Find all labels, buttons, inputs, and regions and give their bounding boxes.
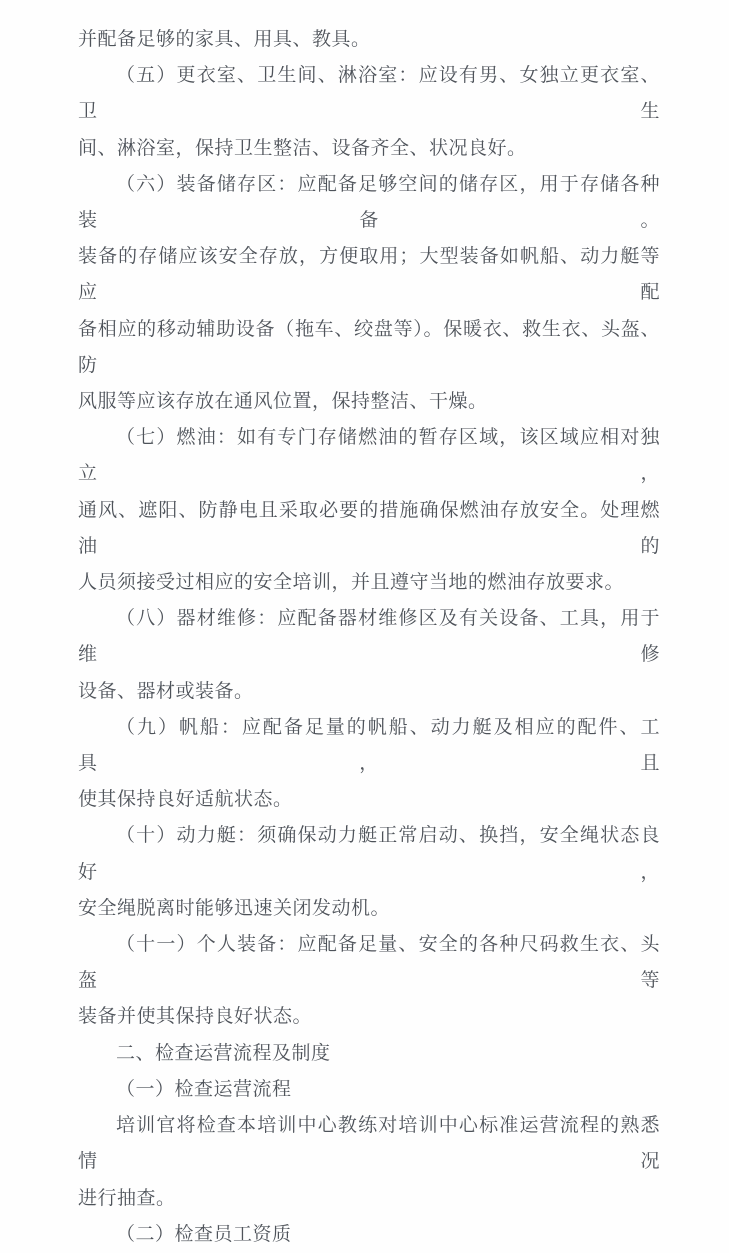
text-line: （七）燃油：如有专门存储燃油的暂存区域，该区域应相对独立， xyxy=(78,427,660,485)
text-line: 风服等应该存放在通风位置，保持整洁、干燥。 xyxy=(78,391,488,413)
text-line: 安全绳脱离时能够迅速关闭发动机。 xyxy=(78,897,391,919)
text-line: 进行抽查。 xyxy=(78,1187,176,1209)
text-line: 并配备足够的家具、用具、教具。 xyxy=(78,29,371,50)
text-line: （九）帆船：应配备足量的帆船、动力艇及相应的配件、工具，且 xyxy=(78,716,660,775)
text-line: 通风、遮阳、防静电且采取必要的措施确保燃油存放安全。处理燃油的 xyxy=(78,499,660,557)
text-line: （十一）个人装备：应配备足量、安全的各种尺码救生衣、头盔等 xyxy=(78,934,660,992)
text-line: 设备、器材或装备。 xyxy=(78,680,254,702)
text-line: 人员须接受过相应的安全培训，并且遵守当地的燃油存放要求。 xyxy=(78,572,625,594)
text-line: （八）器材维修：应配备器材维修区及有关设备、工具，用于维修 xyxy=(78,608,660,666)
text-line: 备相应的移动辅助设备（拖车、绞盘等）。保暖衣、救生衣、头盔、防 xyxy=(78,318,660,376)
text-line: 装备的存储应该安全存放，方便取用；大型装备如帆船、动力艇等应配 xyxy=(78,246,660,304)
text-line: （十）动力艇：须确保动力艇正常启动、换挡，安全绳状态良好， xyxy=(78,825,660,883)
subsection-heading-line: （一）检查运营流程 xyxy=(116,1078,292,1100)
subsection-heading-line: （二）检查员工资质 xyxy=(116,1223,292,1245)
text-line: （六）装备储存区：应配备足够空间的储存区，用于存储各种装备。 xyxy=(78,173,660,232)
text-line: （五）更衣室、卫生间、淋浴室：应设有男、女独立更衣室、卫生 xyxy=(78,65,660,123)
text-line: 装备并使其保持良好状态。 xyxy=(78,1006,313,1028)
text-line: 使其保持良好适航状态。 xyxy=(78,789,293,811)
section-heading-line: 二、检查运营流程及制度 xyxy=(116,1042,331,1064)
text-line: 培训官将检查本培训中心教练对培训中心标准运营流程的熟悉情况 xyxy=(78,1115,660,1173)
text-line: 间、淋浴室，保持卫生整洁、设备齐全、状况良好。 xyxy=(78,137,527,159)
